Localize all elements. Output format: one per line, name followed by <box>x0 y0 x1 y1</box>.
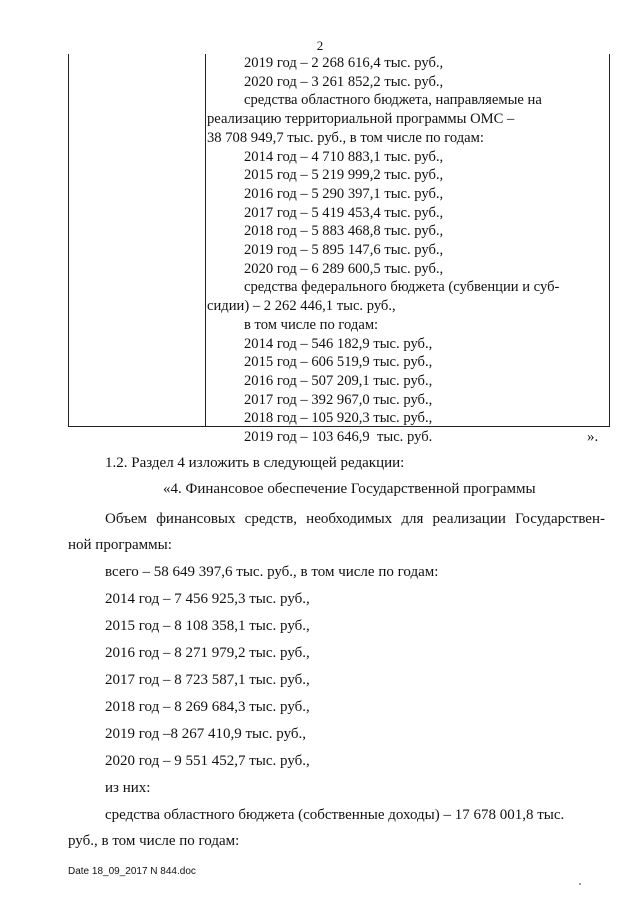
regional-budget-line: руб., в том числе по годам: <box>68 833 240 849</box>
year-amount: 2015 год – 8 108 358,1 тыс. руб., <box>105 618 310 634</box>
table-line: 2016 год – 5 290 397,1 тыс. руб., <box>244 185 444 202</box>
table-column-divider <box>205 54 206 426</box>
table-line: в том числе по годам: <box>244 316 379 333</box>
table-line: 2020 год – 6 289 600,5 тыс. руб., <box>244 260 444 277</box>
year-amount: 2017 год – 8 723 587,1 тыс. руб., <box>105 672 310 688</box>
table-line: средства областного бюджета, направляемые на <box>244 92 542 109</box>
table-line: 2018 год – 5 883 468,8 тыс. руб., <box>244 223 444 240</box>
table-line: 2019 год – 5 895 147,6 тыс. руб., <box>244 242 444 259</box>
regional-budget-line: средства областного бюджета (собственные доходы) – 17 678 001,8 тыс. <box>105 807 565 823</box>
intro-paragraph-line: ной программы: <box>68 537 172 553</box>
table-line: 2016 год – 507 209,1 тыс. руб., <box>244 372 433 389</box>
table-line: 2019 год – 103 646,9 тыс. руб. <box>244 429 433 446</box>
table-line: 2015 год – 606 519,9 тыс. руб., <box>244 354 433 371</box>
year-amount: 2020 год – 9 551 452,7 тыс. руб., <box>105 753 310 769</box>
table-line: средства федерального бюджета (субвенции и суб- <box>244 279 560 296</box>
year-amount: 2016 год – 8 271 979,2 тыс. руб., <box>105 645 310 661</box>
table-line: 2015 год – 5 219 999,2 тыс. руб., <box>244 167 444 184</box>
table-line: 2018 год – 105 920,3 тыс. руб., <box>244 410 433 427</box>
table-line: 2014 год – 4 710 883,1 тыс. руб., <box>244 148 444 165</box>
year-amount: 2019 год –8 267 410,9 тыс. руб., <box>105 726 307 742</box>
table-line: реализацию территориальной программы ОМС – <box>207 111 515 128</box>
year-amount: 2018 год – 8 269 684,3 тыс. руб., <box>105 699 310 715</box>
table-line: 2020 год – 3 261 852,2 тыс. руб., <box>244 73 444 90</box>
page-number: 2 <box>316 38 324 53</box>
intro-paragraph-line: Объем финансовых средств, необходимых для реализации Государствен- <box>105 511 605 527</box>
total-amount: всего – 58 649 397,6 тыс. руб., в том числе по годам: <box>105 564 439 580</box>
section-instruction: 1.2. Раздел 4 изложить в следующей редакции: <box>105 455 405 471</box>
year-amount: 2014 год – 7 456 925,3 тыс. руб., <box>105 591 310 607</box>
table-line: 2014 год – 546 182,9 тыс. руб., <box>244 335 433 352</box>
table-line: 2017 год – 5 419 453,4 тыс. руб., <box>244 204 444 221</box>
table-closing-quote: ». <box>587 429 599 445</box>
table-line: 38 708 949,7 тыс. руб., в том числе по годам: <box>207 129 484 146</box>
table-cell-text <box>207 54 602 447</box>
document-footer: Date 18_09_2017 N 844.doc <box>68 866 196 877</box>
section-heading: «4. Финансовое обеспечение Государственной программы <box>163 481 536 497</box>
table-line: 2017 год – 392 967,0 тыс. руб., <box>244 391 433 408</box>
table-line: 2019 год – 2 268 616,4 тыс. руб., <box>244 55 444 71</box>
scan-speck <box>579 883 581 885</box>
of-them-label: из них: <box>105 780 151 796</box>
table-line: сидии) – 2 262 446,1 тыс. руб., <box>207 298 396 315</box>
